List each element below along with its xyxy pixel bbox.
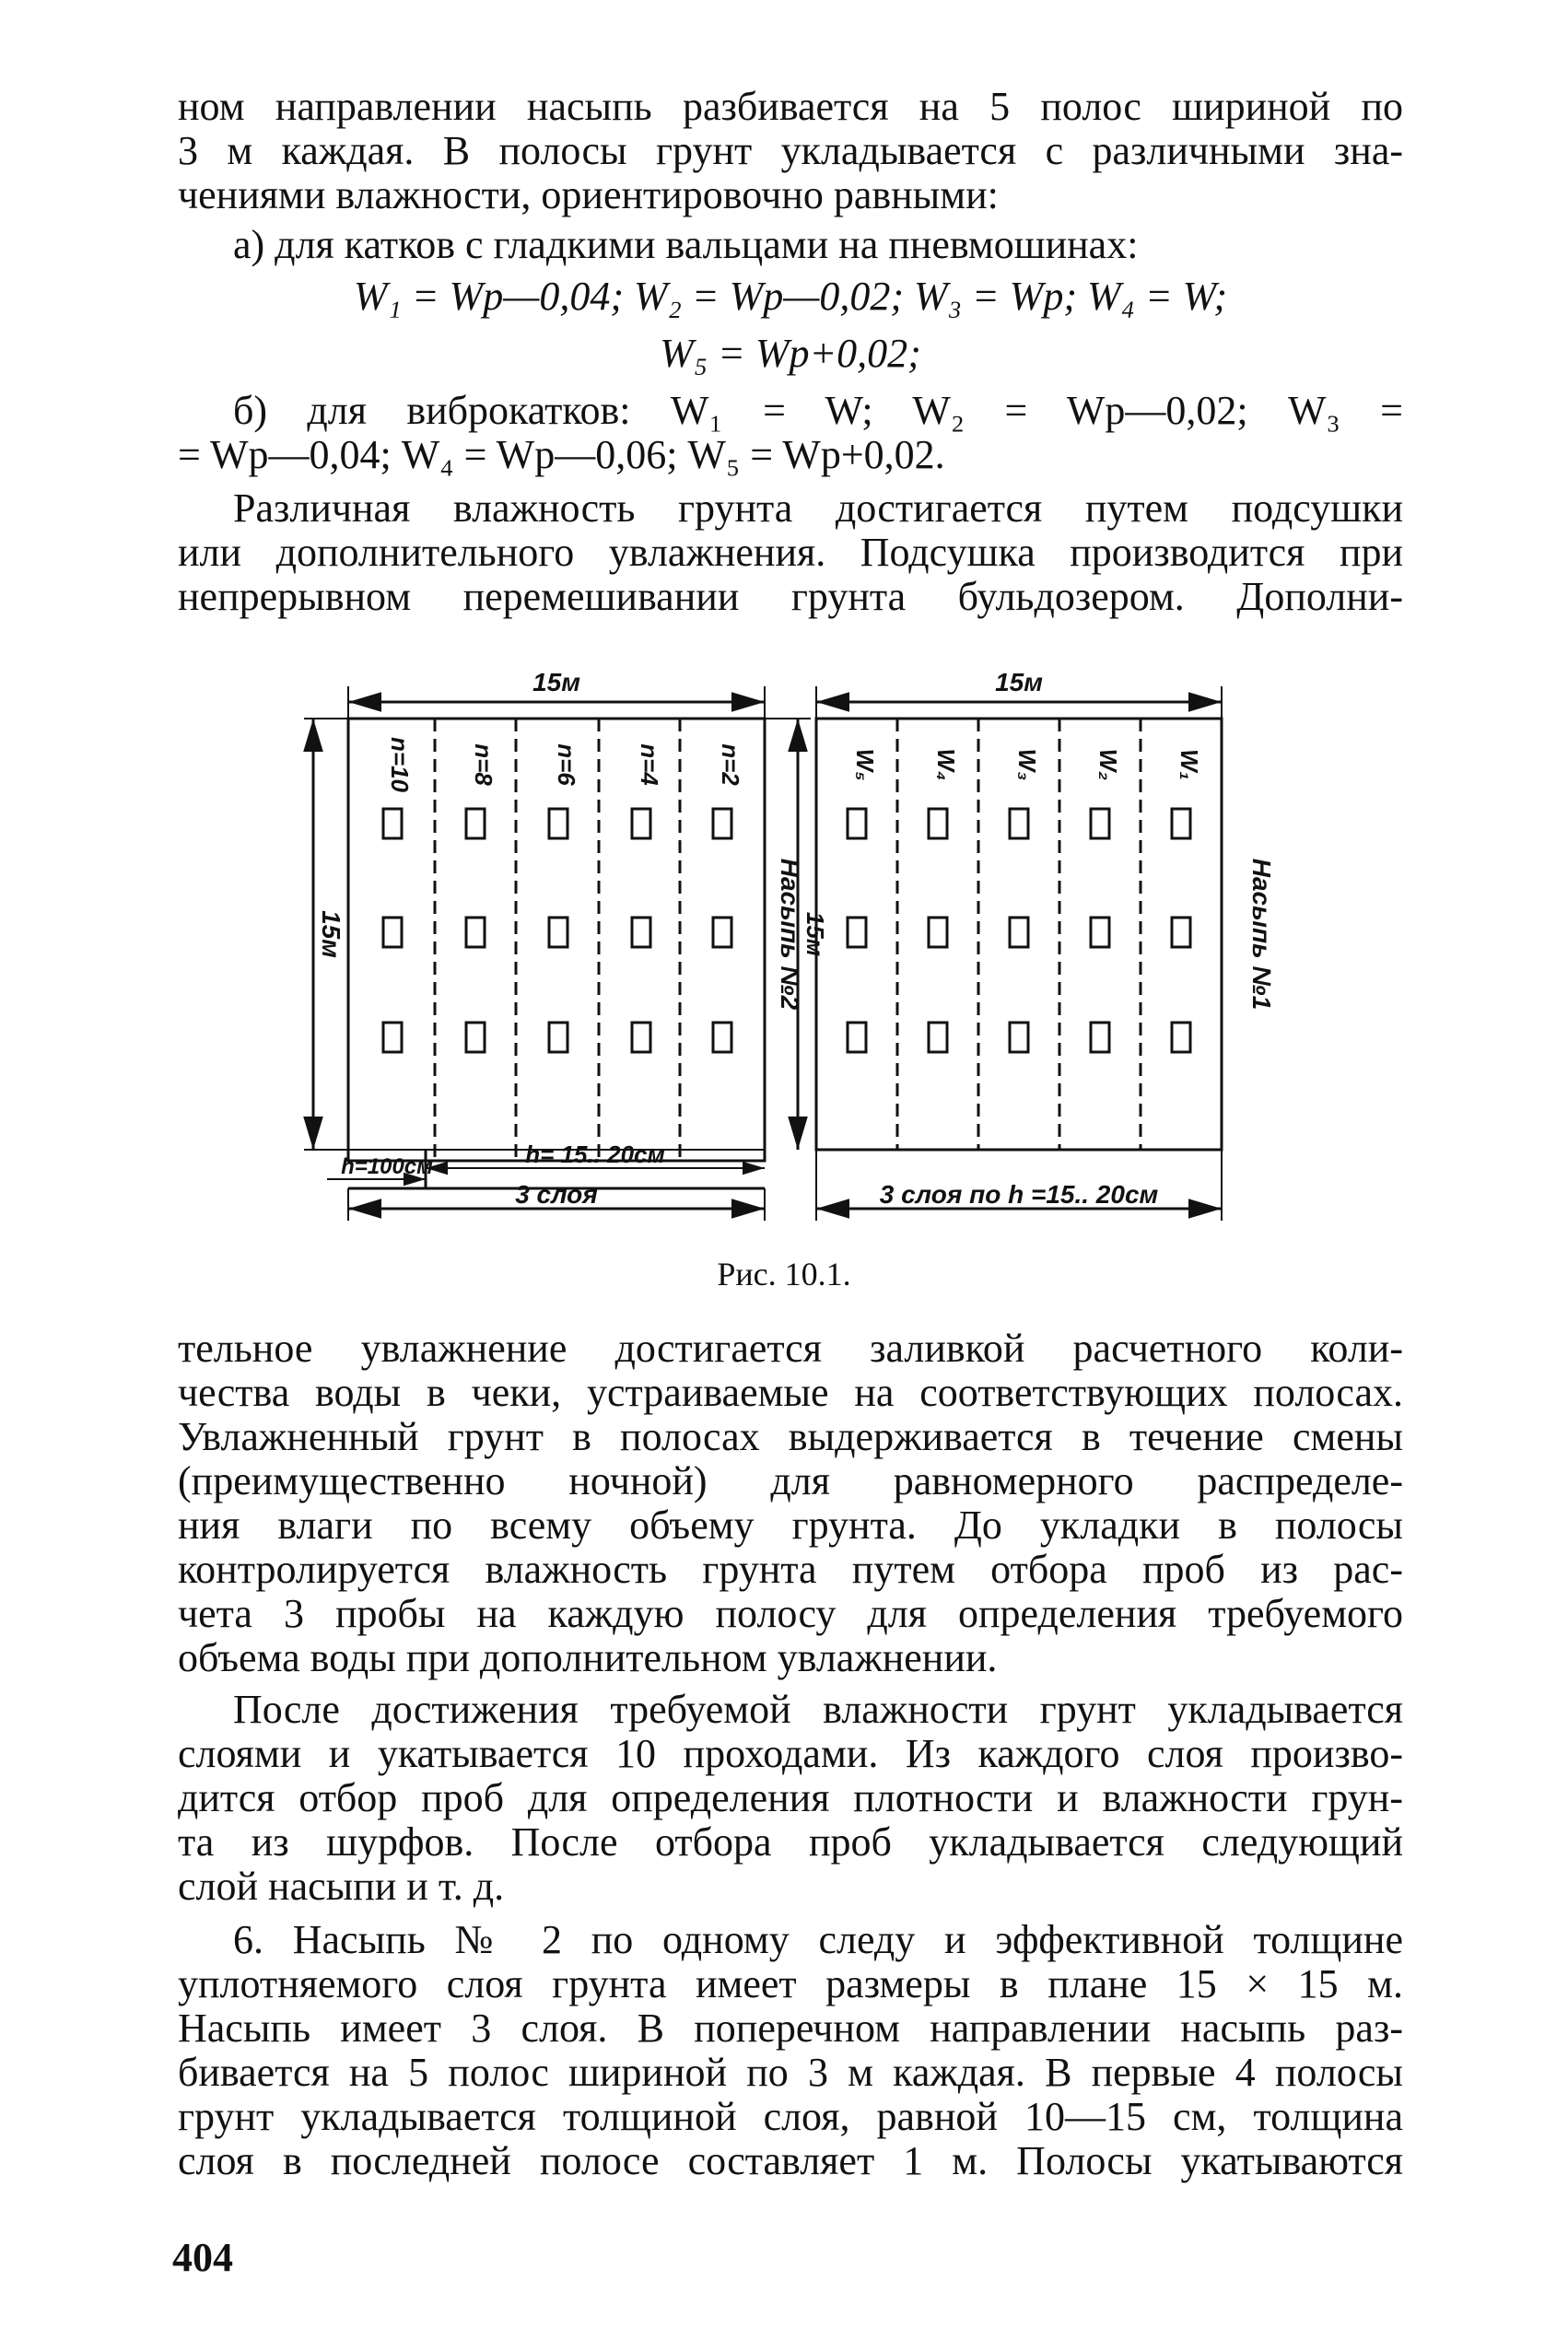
list-item-b-cont: = Wр—0,04; W₄ = Wр—0,06; W₅ = Wр+0,02.: [178, 432, 945, 477]
strip-label-w2: W₂: [1094, 748, 1122, 781]
text-line: Различная влажность грунта достигается путем подсушки: [233, 485, 1403, 531]
text-line: контролируется влажность грунта путем отбора проб из рас-: [178, 1547, 1403, 1592]
text-line: бивается на 5 полос шириной по 3 м каждая. В первые 4 полосы: [178, 2050, 1403, 2095]
bottom-layers-right: 3 слоя по h =15.. 20см: [879, 1180, 1159, 1209]
text-line: Увлажненный грунт в полосах выдерживается в течение смены: [178, 1414, 1403, 1459]
strip-label-n2: n=2: [717, 743, 744, 786]
text-line: 3 м каждая. В полосы грунт укладывается с различными зна-: [178, 128, 1403, 173]
page-number: 404: [172, 2235, 233, 2280]
embankment-2-title: Насыпь №2: [776, 858, 804, 1011]
strip-label-n6: n=6: [553, 743, 580, 786]
dim-side-left-2: 15м: [802, 911, 829, 957]
text-line: уплотняемого слоя грунта имеет размеры в плане 15 × 15 м.: [178, 1961, 1403, 2006]
list-item-a: а) для катков с гладкими вальцами на пневмошинах:: [233, 222, 1139, 267]
text-line: чества воды в чеки, устраиваемые на соответствующих полосах.: [178, 1370, 1403, 1415]
strip-label-n8: n=8: [470, 743, 497, 786]
text-line: 6. Насыпь № 2 по одному следу и эффективной толщине: [233, 1917, 1403, 1962]
text-line: грунт укладывается толщиной слоя, равной 10—15 см, толщина: [178, 2094, 1403, 2139]
bottom-h1: h=100см: [341, 1154, 433, 1179]
text-line: слоями и укатывается 10 проходами. Из каждого слоя произво-: [178, 1731, 1403, 1776]
strip-label-w5: W₅: [851, 748, 879, 781]
strip-label-n10: n=10: [386, 737, 414, 792]
text-line: ния влаги по всему объему грунта. До укладки в полосы: [178, 1503, 1403, 1548]
text-line: непрерывном перемешивании грунта бульдозером. Дополни-: [178, 574, 1403, 619]
bottom-h2: h= 15.. 20см: [525, 1140, 665, 1168]
text-line: слоя в последней полосе составляет 1 м. Полосы укатываются: [178, 2138, 1403, 2183]
figure-caption: Рис. 10.1.: [717, 1256, 851, 1292]
strip-label-n4: n=4: [636, 743, 663, 786]
formula-line: W₅ = Wр+0,02;: [660, 331, 921, 376]
formula-line: W₁ = Wр—0,04; W₂ = Wр—0,02; W₃ = Wр; W₄ = W;: [353, 274, 1228, 319]
dim-top-right: 15м: [995, 668, 1043, 696]
text-line: После достижения требуемой влажности грунт укладывается: [233, 1687, 1403, 1732]
strip-label-w1: W₁: [1176, 749, 1203, 780]
list-item-b: б) для виброкатков: W₁ = W; W₂ = Wр—0,02; W₃ =: [233, 388, 1403, 433]
text-line: или дополнительного увлажнения. Подсушка производится при: [178, 530, 1403, 575]
text-line: слой насыпи и т. д.: [178, 1864, 505, 1909]
text-line: та из шурфов. После отбора проб укладывается следующий: [178, 1819, 1403, 1865]
text-line: тельное увлажнение достигается заливкой расчетного коли-: [178, 1326, 1403, 1371]
text-line: ном направлении насыпь разбивается на 5 полос шириной по: [178, 84, 1403, 129]
dim-top-left: 15м: [532, 668, 580, 696]
text-line: объема воды при дополнительном увлажнении.: [178, 1635, 998, 1680]
sample-squares: [848, 809, 1190, 1052]
dim-side-left: 15м: [317, 910, 345, 958]
bottom-layers-left: 3 слоя: [515, 1180, 598, 1209]
text-line: дится отбор проб для определения плотности и влажности грун-: [178, 1775, 1403, 1820]
text-line: Насыпь имеет 3 слоя. В поперечном направлении насыпь раз-: [178, 2006, 1403, 2051]
figure-10-1: [0, 645, 1568, 1253]
strip-label-w3: W₃: [1013, 748, 1041, 781]
embankment-1-title: Насыпь №1: [1247, 858, 1276, 1011]
text-line: чета 3 пробы на каждую полосу для определения требуемого: [178, 1591, 1403, 1636]
strip-label-w4: W₄: [932, 748, 960, 781]
text-line: (преимущественно ночной) для равномерного распределе-: [178, 1458, 1403, 1503]
text-line: чениями влажности, ориентировочно равными:: [178, 172, 999, 217]
